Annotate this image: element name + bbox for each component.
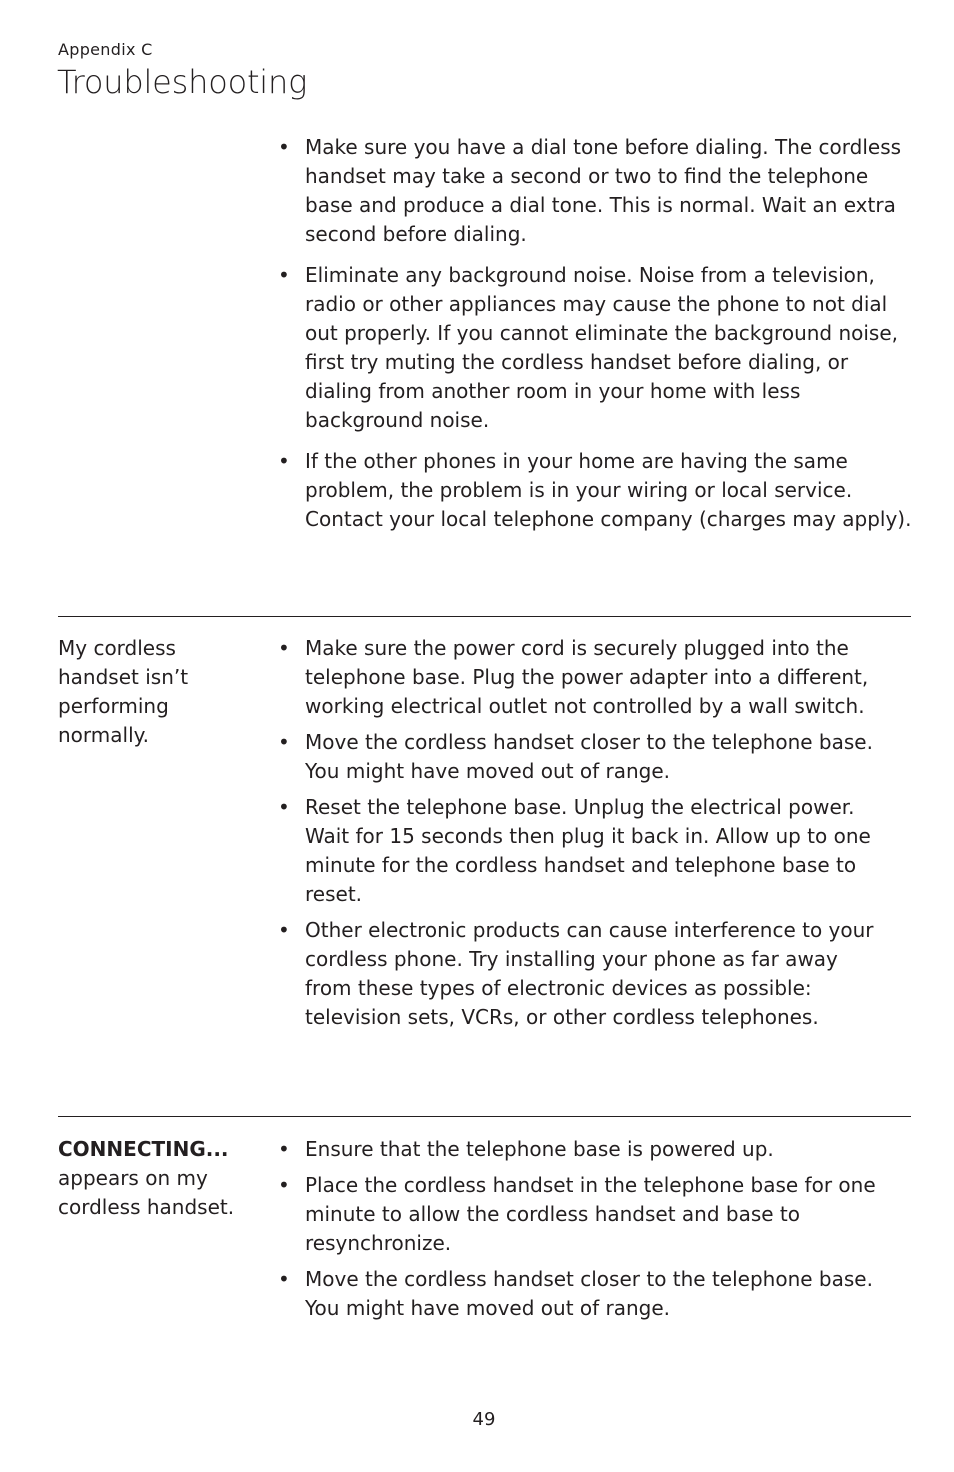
solution-item: • Make sure you have a dial tone before dialing. The cordless handset may take a second or two to find the telephone base and produce a dial tone. This is normal. Wait an extra second before dialing. (278, 133, 918, 249)
solution-item: • Eliminate any background noise. Noise from a television, radio or other appliances may cause the phone to not dial out properly. If you cannot eliminate the background noise, first try muting the cordless handset before dialing, or dialing from another room in your home with less background noise. (278, 261, 918, 435)
page-title: Troubleshooting (57, 63, 308, 101)
problem-text: appears on my cordless handset. (58, 1166, 235, 1219)
solution-list (278, 133, 918, 534)
problem-screen-message: CONNECTING... (58, 1137, 229, 1161)
solution-item: • Make sure the power cord is securely plugged into the telephone base. Plug the power adapter into a different, working electrical outlet not controlled by a wall switch. (278, 634, 878, 721)
solution-item: • Move the cordless handset closer to the telephone base. You might have moved out of range. (278, 728, 878, 786)
problem-description: My cordless handset isn’t performing normally. (58, 636, 189, 747)
problem-description (58, 1135, 258, 1222)
solution-item: • Other electronic products can cause interference to your cordless phone. Try installing your phone as far away from these types of electronic devices as possible: television sets, VCRs, or other cordless telephones. (278, 916, 878, 1032)
solution-item: • If the other phones in your home are having the same problem, the problem is in your wiring or local service. Contact your local telephone company (charges may apply). (278, 447, 918, 534)
solution-item: • Move the cordless handset closer to the telephone base. You might have moved out of range. (278, 1265, 898, 1323)
solution-list (278, 1135, 898, 1323)
solution-item: • Ensure that the telephone base is powered up. (278, 1135, 898, 1164)
page-number: 49 (472, 1409, 496, 1430)
section-divider (58, 616, 911, 617)
section-divider (58, 1116, 911, 1117)
solution-item: • Reset the telephone base. Unplug the electrical power. Wait for 15 seconds then plug it back in. Allow up to one minute for the cordless handset and telephone base to reset. (278, 793, 878, 909)
appendix-label: Appendix C (58, 40, 153, 59)
solution-item: • Place the cordless handset in the telephone base for one minute to allow the cordless handset and base to resynchronize. (278, 1171, 898, 1258)
solution-list (278, 634, 878, 1032)
